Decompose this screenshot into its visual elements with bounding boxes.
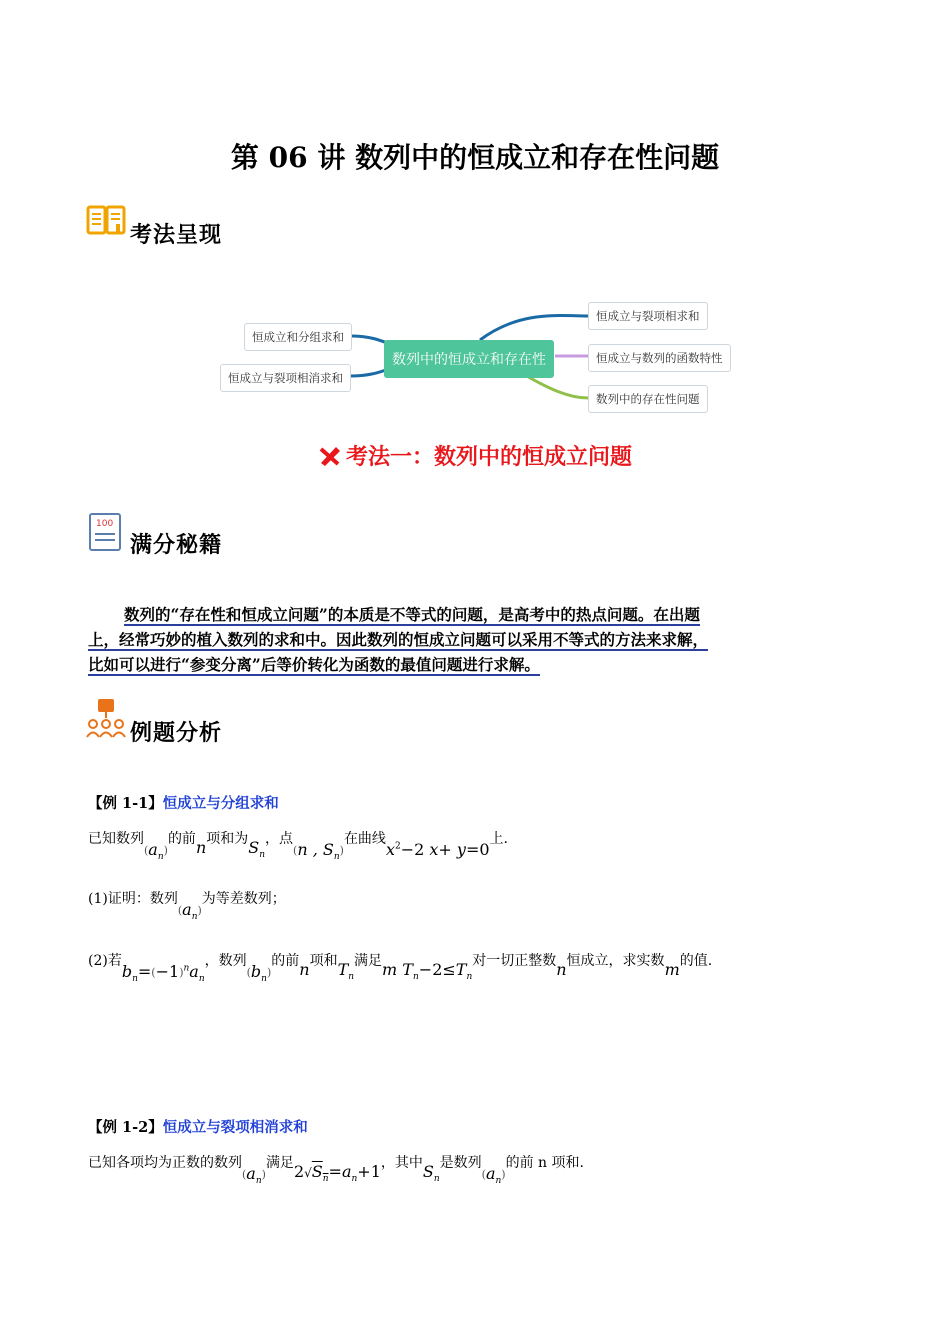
page-title: 第 06 讲 数列中的恒成立和存在性问题 bbox=[230, 141, 720, 174]
secret-line-1: 数列的“存在性和恒成立问题”的本质是不等式的问题，是高考中的热点问题。在出题 bbox=[124, 605, 700, 624]
section-kaofa-heading: 考法呈现 bbox=[130, 222, 223, 248]
secret-line-3: 比如可以进行“参变分离”后等价转化为函数的最值问题进行求解。 bbox=[88, 655, 540, 674]
method-heading: 考法一：数列中的恒成立问题 bbox=[0, 440, 950, 471]
example-1-2-label: 【例 1-2】恒成立与裂项相消求和 bbox=[88, 1119, 308, 1136]
example-1-1-question-1: (1)证明：数列$(a_n)$为等差数列； bbox=[88, 891, 286, 923]
mindmap-node-left-2: 恒成立与裂项相消求和 bbox=[220, 364, 351, 392]
presenter-group-icon bbox=[86, 698, 126, 738]
svg-text:100: 100 bbox=[96, 519, 114, 529]
example-1-2-stem: 已知各项均为正数的数列$(a_n)$满足$2√S_n=a_n+1$，其中$S_n$是数列$(a_n)$的前 n 项和. bbox=[88, 1155, 584, 1187]
section-manfen-heading: 满分秘籍 bbox=[130, 532, 223, 558]
example-1-2-topic: 恒成立与裂项相消求和 bbox=[162, 1120, 308, 1136]
mindmap-node-right-2: 恒成立与数列的函数特性 bbox=[588, 344, 731, 372]
mindmap-node-right-3: 数列中的存在性问题 bbox=[588, 385, 708, 413]
example-1-1-stem: 已知数列$(a_n)$的前n项和为$S_n$，点(n , $S_n$)在曲线$x^2-2$ x+ y=0上. bbox=[88, 831, 508, 863]
secret-paragraph bbox=[88, 602, 858, 677]
score-notepad-icon bbox=[88, 512, 122, 552]
example-1-1-label: 【例 1-1】恒成立与分组求和 bbox=[88, 795, 279, 812]
section-liti-heading: 例题分析 bbox=[130, 720, 223, 746]
example-1-1-question-2: (2)若$b_n=(-1)^na_n$，数列$(b_n)$的前n项和$T_n$满足m $T_n-2\le T_n$对一切正整数n恒成立，求实数m的值. bbox=[88, 953, 713, 985]
mindmap-center-node: 数列中的恒成立和存在性 bbox=[384, 340, 554, 378]
mindmap-node-left-1: 恒成立和分组求和 bbox=[244, 323, 352, 351]
pencil-ruler-icon bbox=[318, 443, 344, 467]
secret-line-2: 上，经常巧妙的植入数列的求和中。因此数列的恒成立问题可以采用不等式的方法来求解， bbox=[88, 630, 709, 649]
example-1-1-topic: 恒成立与分组求和 bbox=[162, 796, 279, 812]
mindmap-node-right-1: 恒成立与裂项相求和 bbox=[588, 302, 708, 330]
